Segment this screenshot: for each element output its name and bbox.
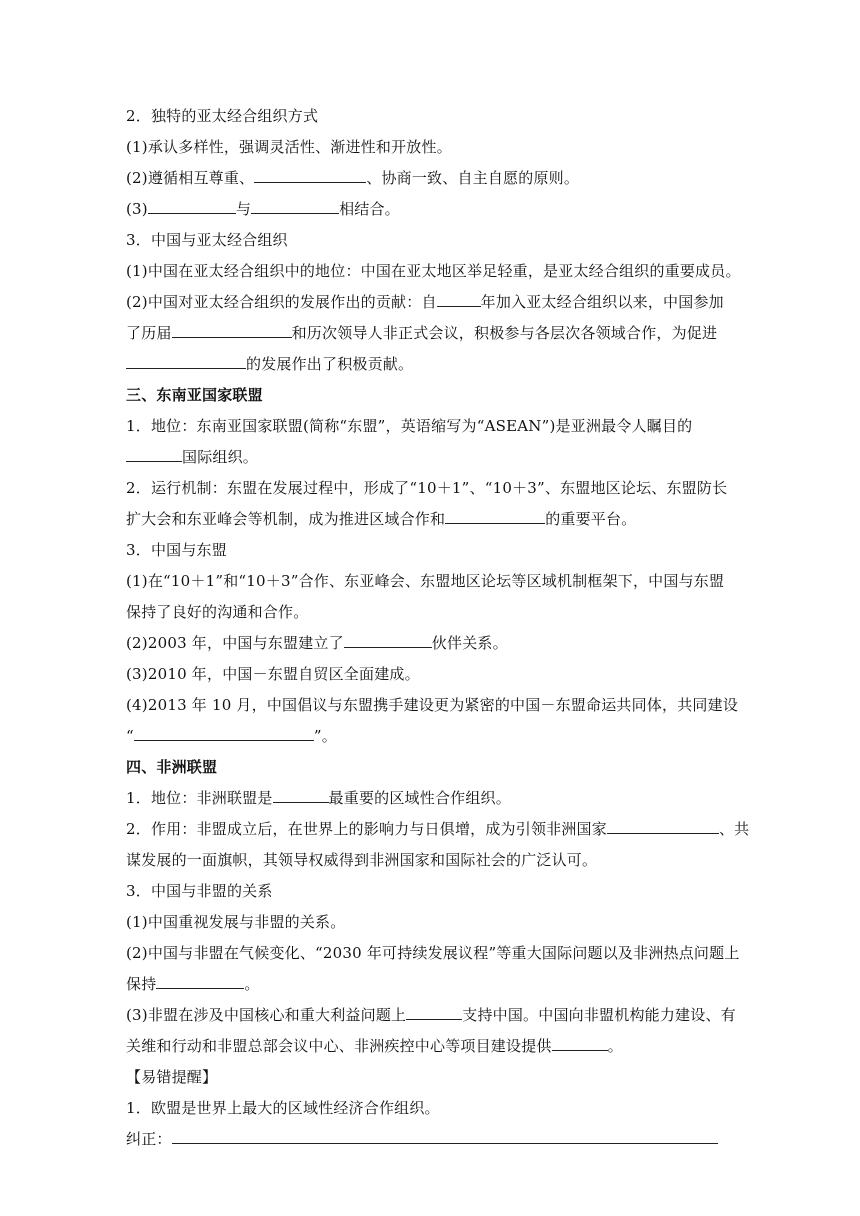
text-line: 1．欧盟是世界上最大的区域性经济合作组织。 — [126, 1099, 440, 1117]
blank-field[interactable] — [172, 319, 292, 338]
fill-line: 2．作用：非盟成立后，在世界上的影响力与日俱增，成为引领非洲国家 、共 — [126, 815, 736, 843]
fill-line: (3)非盟在涉及中国核心和重大利益问题上 支持中国。中国向非盟机构能力建设、有 — [126, 1001, 736, 1029]
fill-line: 关维和行动和非盟总部会议中心、非洲疾控中心等项目建设提供 。 — [126, 1032, 736, 1060]
blank-field[interactable] — [126, 443, 182, 462]
section-heading: 3．中国与亚太经合组织 — [126, 231, 288, 249]
fill-line: 的发展作出了积极贡献。 — [126, 350, 736, 378]
text-line: (3)2010 年，中国－东盟自贸区全面建成。 — [126, 665, 420, 683]
fill-line: (2)遵循相互尊重、 、协商一致、自主自愿的原则。 — [126, 164, 736, 192]
blank-field[interactable] — [437, 288, 481, 307]
blank-field[interactable] — [445, 505, 545, 524]
chapter-heading: 四、非洲联盟 — [126, 758, 218, 776]
text-line: 谋发展的一面旗帜，其领导权威得到非洲国家和国际社会的广泛认可。 — [126, 851, 598, 869]
fill-line: 保持 。 — [126, 970, 736, 998]
fill-line: (2)2003 年，中国与东盟建立了 伙伴关系。 — [126, 629, 736, 657]
chapter-heading: 三、东南亚国家联盟 — [126, 386, 263, 404]
blank-field[interactable] — [607, 815, 719, 834]
blank-field[interactable] — [156, 970, 244, 989]
section-heading: 3．中国与非盟的关系 — [126, 882, 273, 900]
blank-field[interactable] — [126, 350, 246, 369]
text-line: (4)2013 年 10 月，中国倡议与东盟携手建设更为紧密的中国－东盟命运共同体，共同建设 — [126, 696, 739, 714]
text-line: (1)中国在亚太经合组织中的地位：中国在亚太地区举足轻重，是亚太经合组织的重要成员。 — [126, 262, 741, 280]
document-body — [126, 102, 750, 1153]
fill-line: (2)中国对亚太经合组织的发展作出的贡献：自 年加入亚太经合组织以来，中国参加 — [126, 288, 736, 316]
fill-line: 了历届 和历次领导人非正式会议，积极参与各层次各领域合作，为促进 — [126, 319, 736, 347]
blank-field[interactable] — [254, 164, 366, 183]
reminder-heading: 【易错提醒】 — [126, 1068, 218, 1086]
text-line: (1)在“10＋1”和“10＋3”合作、东亚峰会、东盟地区论坛等区域机制框架下，中国与东盟 — [126, 572, 725, 590]
section-heading: 2．独特的亚太经合组织方式 — [126, 107, 319, 125]
fill-line: “ ”。 — [126, 722, 736, 750]
text-line: 1．地位：东南亚国家联盟(简称“东盟”，英语缩写为“ASEAN”)是亚洲最令人瞩目的 — [126, 417, 693, 435]
correction-blank-field[interactable] — [172, 1125, 718, 1144]
blank-field[interactable] — [134, 722, 314, 741]
section-heading: 3．中国与东盟 — [126, 541, 227, 559]
text-line: (1)中国重视发展与非盟的关系。 — [126, 913, 346, 931]
blank-field[interactable] — [344, 629, 432, 648]
text-line: (1)承认多样性，强调灵活性、渐进性和开放性。 — [126, 138, 452, 156]
fill-line: 扩大会和东亚峰会等机制，成为推进区域合作和 的重要平台。 — [126, 505, 736, 533]
fill-line: (3) 与 相结合。 — [126, 195, 736, 223]
blank-field[interactable] — [552, 1032, 608, 1051]
text-line: 2．运行机制：东盟在发展过程中，形成了“10＋1”、“10＋3”、东盟地区论坛、东盟防长 — [126, 479, 728, 497]
text-line: (2)中国与非盟在气候变化、“2030 年可持续发展议程”等重大国际问题以及非洲热点问题上 — [126, 944, 740, 962]
blank-field[interactable] — [273, 784, 329, 803]
text-line: 保持了良好的沟通和合作。 — [126, 603, 309, 621]
correction-line: 纠正： — [126, 1125, 736, 1153]
blank-field[interactable] — [251, 195, 339, 214]
blank-field[interactable] — [406, 1001, 462, 1020]
fill-line: 1．地位：非洲联盟是 最重要的区域性合作组织。 — [126, 784, 736, 812]
blank-field[interactable] — [148, 195, 236, 214]
fill-line: 国际组织。 — [126, 443, 736, 471]
